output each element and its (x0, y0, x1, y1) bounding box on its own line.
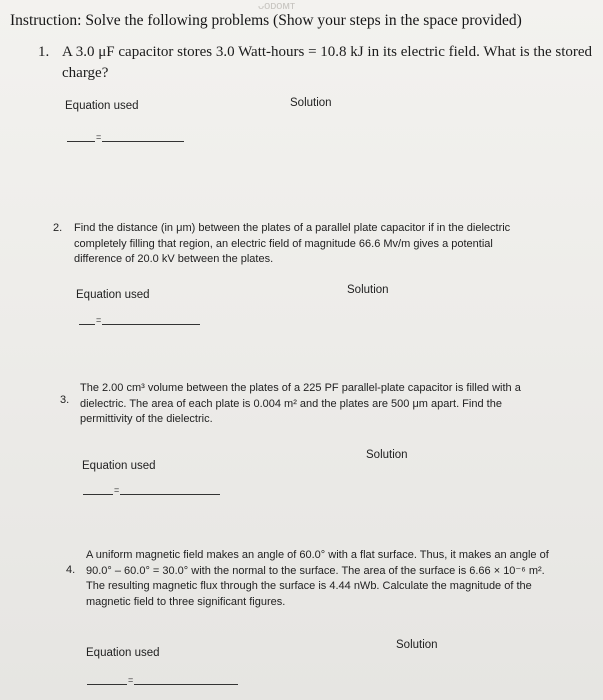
question-1-number: 1. (38, 44, 50, 60)
instruction-heading: Instruction: Solve the following problems (Show your steps in the space provided) (10, 12, 522, 29)
equals-sign: = (96, 132, 102, 142)
question-2-number: 2. (53, 222, 63, 234)
question-2-solution-label: Solution (347, 284, 389, 296)
question-4-text (86, 548, 549, 610)
question-3-number: 3. (60, 394, 70, 406)
faint-header-text: ᴗᴏᴅᴏᴍᴛ (258, 0, 296, 12)
question-4-solution-label: Solution (396, 639, 438, 651)
question-3-line: dielectric. The area of each plate is 0.004 m² and the plates are 500 μm apart. Find the (80, 397, 502, 410)
question-1-line: charge? (62, 65, 109, 81)
question-2-line: Find the distance (in μm) between the plates of a parallel plate capacitor if in the dielectric (74, 222, 511, 234)
question-3-line: permittivity of the dielectric. (80, 413, 213, 425)
equals-sign: = (128, 675, 134, 685)
question-1-text (62, 42, 597, 84)
question-1-equation-label: Equation used (65, 100, 139, 112)
question-4-answer-blank[interactable] (87, 671, 238, 685)
question-1-answer-blank[interactable] (67, 128, 184, 142)
question-4-line: A uniform magnetic field makes an angle of 60.0° with a flat surface. Thus, it makes an angle of (86, 549, 549, 561)
question-3-text (80, 381, 521, 428)
question-2-line: difference of 20.0 kV between the plates. (74, 253, 274, 265)
question-3-solution-label: Solution (366, 449, 408, 461)
question-4-equation-label: Equation used (86, 647, 160, 659)
equals-sign: = (114, 485, 120, 495)
question-3-line: The 2.00 cm³ volume between the plates of a 225 PF parallel-plate capacitor is filled with a (80, 382, 521, 394)
equals-sign: = (96, 315, 102, 325)
question-4-line: 90.0° – 60.0° = 30.0° with the normal to the surface. The area of the surface is 6.66 × 10⁻⁶ m². (86, 564, 545, 577)
question-4-line: magnetic field to three significant figures. (86, 595, 286, 608)
question-2-line: completely filling that region, an electric field of magnitude 66.6 Mv/m gives a potential (74, 237, 493, 250)
question-2-text (74, 221, 510, 268)
question-3-equation-label: Equation used (82, 460, 156, 472)
question-3-answer-blank[interactable] (83, 481, 220, 495)
question-4-line: The resulting magnetic flux through the surface is 4.44 nWb. Calculate the magnitude of the (86, 580, 532, 592)
question-1-line: A 3.0 μF capacitor stores 3.0 Watt-hours = 10.8 kJ in its electric field. What is the stored (62, 44, 593, 60)
question-2-equation-label: Equation used (76, 289, 150, 301)
question-2-answer-blank[interactable] (79, 311, 200, 325)
question-4-number: 4. (66, 564, 76, 576)
question-1-solution-label: Solution (290, 97, 332, 109)
